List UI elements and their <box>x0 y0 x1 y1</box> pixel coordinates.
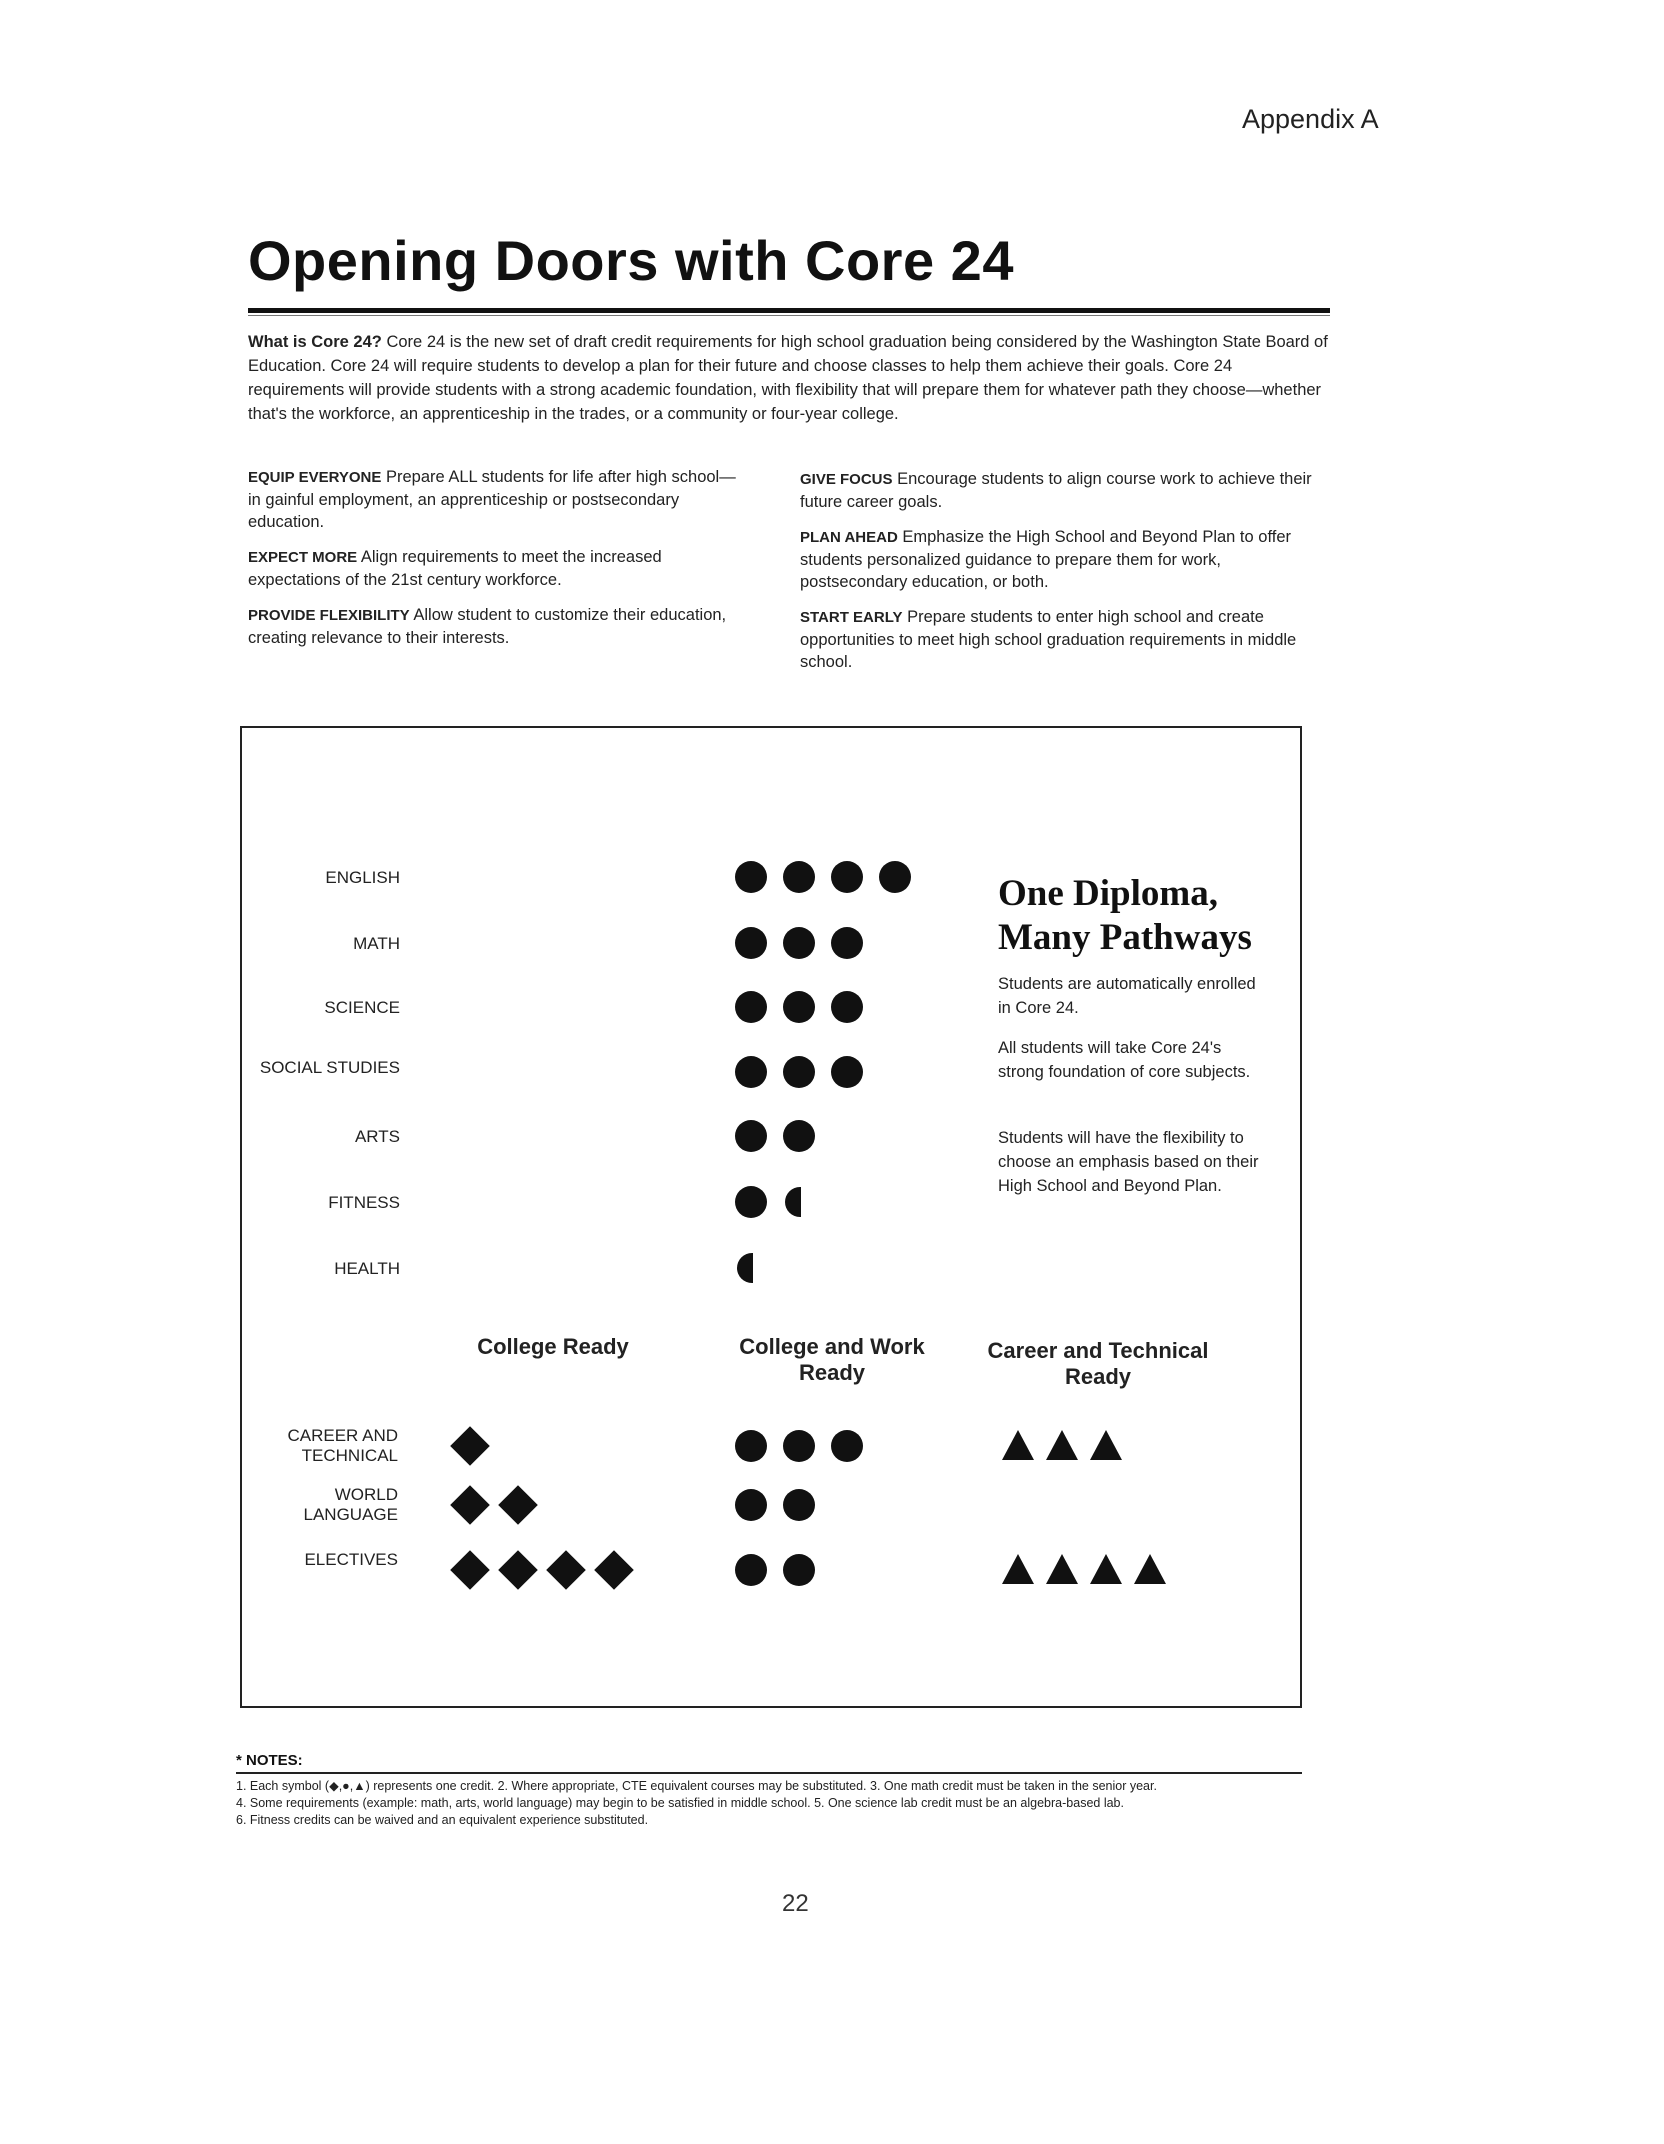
column-header-career: Career and Technical Ready <box>987 1338 1209 1389</box>
credit-dot <box>783 991 815 1023</box>
credit-dot <box>735 1056 767 1088</box>
goals-right-column <box>800 468 1330 686</box>
intro-text: Core 24 is the new set of draft credit requirements for high school graduation being considered by the Washington State Board of Education. Core 24 will require students to develop a plan for their future and choose classes to help them achieve their goals. Core 24 requirements will provide students with a strong academic foundation, with flexibility that will prepare them for whatever path they choose—whether that's the workforce, an apprenticeship in the trades, or a community or four-year college. <box>248 333 1328 423</box>
goal-label: PLAN AHEAD <box>800 529 898 546</box>
subject-label: CAREER AND TECHNICAL <box>287 1426 398 1465</box>
subject-label: MATH <box>353 934 400 953</box>
goal-item <box>248 466 748 533</box>
goal-item <box>800 468 1330 513</box>
credit-dot <box>831 1056 863 1088</box>
subject-label: SCIENCE <box>324 998 400 1017</box>
pathways-paragraph-3: Students will have the flexibility to choose an emphasis based on their High School and Beyond Plan. <box>998 1129 1259 1195</box>
credit-triangle <box>1046 1430 1078 1460</box>
subject-label: SOCIAL STUDIES <box>259 1058 400 1077</box>
goal-label: PROVIDE FLEXIBILITY <box>248 607 410 624</box>
page-number: 22 <box>782 1890 809 1917</box>
goals-left-column <box>248 466 748 662</box>
subject-label: ARTS <box>354 1127 400 1146</box>
credit-triangle <box>1002 1554 1034 1584</box>
pathways-title <box>998 872 1252 960</box>
subject-label: ELECTIVES <box>304 1550 398 1569</box>
credit-triangle <box>1090 1430 1122 1460</box>
goal-text: Prepare ALL students for life after high school—in gainful employment, an apprenticeship or postsecondary education. <box>248 468 736 531</box>
credit-dot <box>735 927 767 959</box>
intro-lead: What is Core 24? <box>248 333 382 351</box>
goal-text: Encourage students to align course work to achieve their future career goals. <box>800 470 1312 511</box>
credit-dot <box>831 927 863 959</box>
intro-paragraph <box>248 330 1330 426</box>
credit-triangle <box>1046 1554 1078 1584</box>
credit-diamond <box>546 1550 586 1590</box>
note-line-1: 1. Each symbol (◆,●,▲) represents one credit. 2. Where appropriate, CTE equivalent courses may be substituted. 3. One math credit must be taken in the senior year. <box>236 1779 1157 1793</box>
credit-dot <box>735 1489 767 1521</box>
pathways-paragraph-1: Students are automatically enrolled in Core 24. <box>998 975 1256 1017</box>
goal-text: Prepare students to enter high school and create opportunities to meet high school graduation requirements in middle school. <box>800 608 1297 671</box>
subject-label: ENGLISH <box>325 868 400 887</box>
credit-half-dot <box>737 1253 753 1283</box>
credit-dot <box>783 861 815 893</box>
goal-text: Allow student to customize their education, creating relevance to their interests. <box>248 606 727 647</box>
credit-dot <box>783 1489 815 1521</box>
credit-dot <box>735 1430 767 1462</box>
credit-dot <box>783 927 815 959</box>
subject-label: WORLD LANGUAGE <box>303 1485 398 1524</box>
credit-triangle <box>1134 1554 1166 1584</box>
pathways-title-line2: Many Pathways <box>998 917 1252 958</box>
credit-dot <box>831 991 863 1023</box>
credit-triangle <box>1090 1554 1122 1584</box>
goal-item <box>800 606 1330 673</box>
goal-item <box>248 546 748 591</box>
notes-rule <box>236 1772 1302 1774</box>
credit-diamond <box>498 1550 538 1590</box>
credit-dot <box>735 1554 767 1586</box>
credit-dot <box>735 991 767 1023</box>
page-title: Opening Doors with Core 24 <box>248 229 1014 292</box>
column-header-college-work: College and Work Ready <box>739 1334 925 1385</box>
goal-item <box>800 526 1330 593</box>
note-line-2: 4. Some requirements (example: math, arts, world language) may begin to be satisfied in middle school. 5. One science lab credit must be an algebra-based lab. <box>236 1796 1124 1810</box>
credit-half-dot <box>785 1187 801 1217</box>
pathways-paragraph-2: All students will take Core 24's strong foundation of core subjects. <box>998 1039 1251 1081</box>
goal-text: Align requirements to meet the increased expectations of the 21st century workforce. <box>248 548 662 589</box>
goal-label: GIVE FOCUS <box>800 471 893 488</box>
credit-dot <box>879 861 911 893</box>
goal-text: Emphasize the High School and Beyond Plan to offer students personalized guidance to prepare them for work, postsecondary education, or both. <box>800 528 1291 591</box>
column-header-college: College Ready <box>477 1334 629 1359</box>
goal-label: START EARLY <box>800 609 903 626</box>
credit-dot <box>831 861 863 893</box>
credit-diamond <box>450 1426 490 1466</box>
title-rule-thin <box>248 315 1330 316</box>
goal-label: EQUIP EVERYONE <box>248 469 382 486</box>
goal-item <box>248 604 748 649</box>
notes-label: * NOTES: <box>236 1752 303 1769</box>
credit-dot <box>735 1186 767 1218</box>
credit-diamond <box>498 1485 538 1525</box>
subject-label: HEALTH <box>334 1259 400 1278</box>
credit-diamond <box>594 1550 634 1590</box>
appendix-label: Appendix A <box>1242 104 1379 134</box>
credit-dot <box>783 1430 815 1462</box>
subject-label: FITNESS <box>328 1193 400 1212</box>
pathways-title-line1: One Diploma, <box>998 873 1218 914</box>
credit-dot <box>783 1120 815 1152</box>
credit-triangle <box>1002 1430 1034 1460</box>
credit-diamond <box>450 1550 490 1590</box>
credit-dot <box>783 1056 815 1088</box>
note-line-3: 6. Fitness credits can be waived and an equivalent experience substituted. <box>236 1813 649 1827</box>
credit-dot <box>735 1120 767 1152</box>
goal-label: EXPECT MORE <box>248 549 358 566</box>
credit-dot <box>831 1430 863 1462</box>
credit-dot <box>735 861 767 893</box>
credit-diamond <box>450 1485 490 1525</box>
credit-dot <box>783 1554 815 1586</box>
title-rule <box>248 308 1330 313</box>
